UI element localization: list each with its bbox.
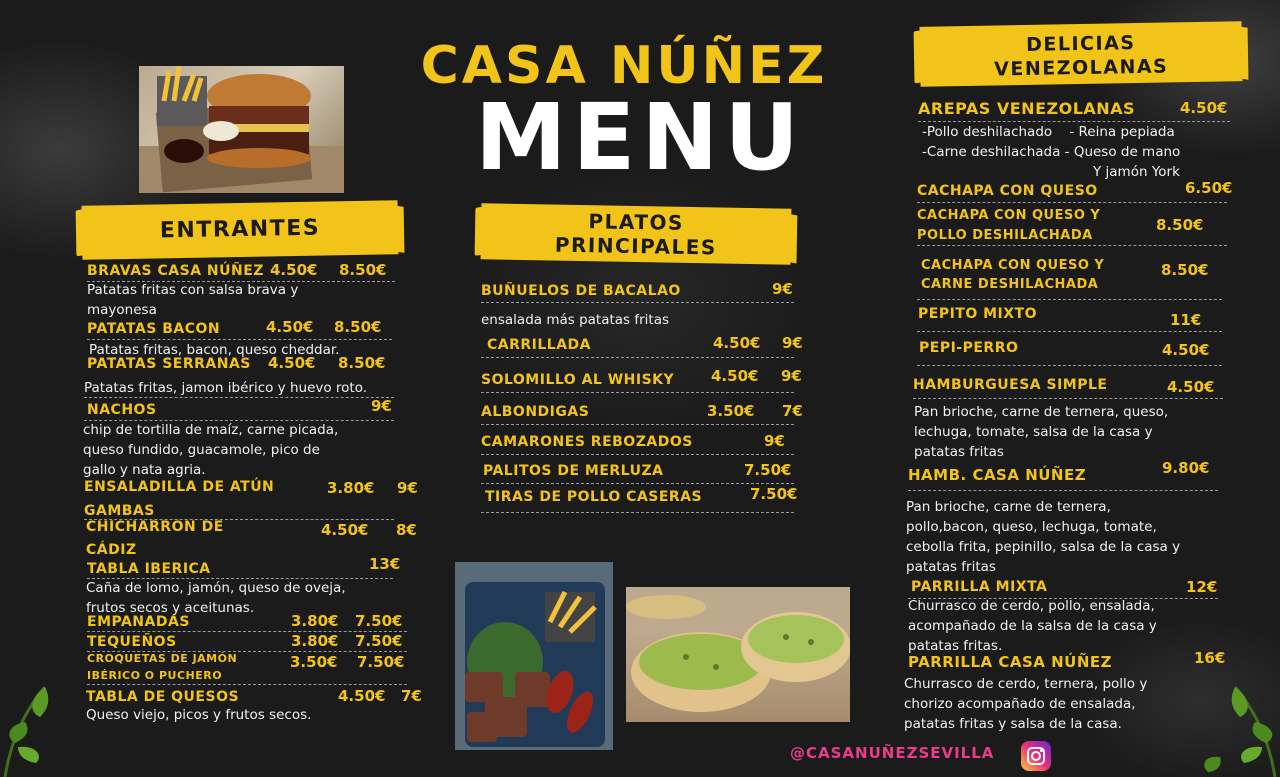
divider [87,684,407,685]
price-tequenos-1: 3.80€ [291,632,339,650]
price-croquetas-2: 7.50€ [357,653,405,671]
divider [917,202,1227,203]
item-patatas-bacon: PATATAS BACON [87,321,221,337]
item-hamb-casa: HAMB. CASA NÚÑEZ [908,466,1087,484]
item-bravas: BRAVAS CASA NÚÑEZ [87,263,264,279]
desc-nachos-2: queso fundido, guacamole, pico de [83,442,320,458]
desc-hamburguesa-1: Pan brioche, carne de ternera, queso, [914,404,1169,420]
item-croquetas-2: IBÉRICO O PUCHERO [87,669,223,682]
arepas-illustration [626,587,850,722]
item-patatas-serranas: PATATAS SERRANAS [87,356,251,372]
item-hamburguesa: HAMBURGUESA SIMPLE [913,377,1108,393]
burger-illustration [139,66,344,193]
item-chicharron-2: CÁDIZ [86,542,137,558]
price-bravas-2: 8.50€ [339,261,387,279]
item-ensaladilla: ENSALADILLA DE ATÚN [84,479,275,495]
parrilla-photo [455,562,613,750]
price-camarones: 9€ [764,432,785,450]
price-serranas-2: 8.50€ [338,354,386,372]
divider [481,424,794,425]
item-carrillada: CARRILLADA [487,337,592,353]
price-cachapa-pollo: 8.50€ [1156,216,1204,234]
desc-bunuelos: ensalada más patatas fritas [481,312,670,328]
price-solomillo-2: 9€ [781,367,802,385]
price-hamburguesa: 4.50€ [1167,378,1215,396]
brand-title: CASA NÚÑEZ [420,36,828,96]
price-albondigas-2: 7€ [782,402,803,420]
desc-bravas-1: Patatas fritas con salsa brava y [87,282,299,298]
item-cachapa-carne-2: CARNE DESHILACHADA [921,277,1099,292]
item-arepas: AREPAS VENEZOLANAS [918,99,1136,118]
item-parrilla-casa: PARRILLA CASA NÚÑEZ [908,653,1113,671]
divider [913,398,1223,399]
burger-photo [139,66,344,193]
divider [84,397,394,398]
price-bravas-1: 4.50€ [270,261,318,279]
arepas-photo [626,587,850,722]
price-solomillo-1: 4.50€ [711,367,759,385]
desc-hamburguesa-2: lechuga, tomate, salsa de la casa y [914,424,1153,440]
desc-parrilla-mixta-2: acompañado de la salsa de la casa y [908,618,1157,634]
desc-arepas-1: -Pollo deshilachado - Reina pepiada [922,124,1175,140]
desc-parrilla-casa-2: chorizo acompañado de ensalada, [904,696,1136,712]
price-nachos: 9€ [371,397,392,415]
price-bacon-2: 8.50€ [334,318,382,336]
price-chicharron-2: 8€ [396,521,417,539]
item-pepi-perro: PEPI-PERRO [919,340,1019,356]
item-cachapa-carne-1: CACHAPA CON QUESO Y [921,258,1105,273]
desc-serranas: Patatas fritas, jamon ibérico y huevo roto. [84,380,368,396]
item-cachapa-pollo-2: POLLO DESHILACHADA [917,228,1093,243]
price-tequenos-2: 7.50€ [355,632,403,650]
item-pepito: PEPITO MIXTO [918,306,1038,322]
price-carrillada-2: 9€ [782,334,803,352]
item-camarones: CAMARONES REBOZADOS [481,434,693,450]
price-tabla-iberica: 13€ [369,555,401,573]
price-hamb-casa: 9.80€ [1162,459,1210,477]
item-tabla-iberica: TABLA IBERICA [87,561,211,577]
desc-hamb-casa-2: pollo,bacon, queso, lechuga, tomate, [906,519,1157,535]
section-title-delicias-2: VENEZOLANAS [994,55,1169,81]
section-title-principales-2: PRINCIPALES [554,232,717,260]
price-serranas-1: 4.50€ [268,354,316,372]
price-quesos-1: 4.50€ [338,687,386,705]
item-solomillo: SOLOMILLO AL WHISKY [481,372,675,388]
desc-parrilla-mixta-3: patatas fritas. [908,638,1003,654]
instagram-icon[interactable] [1021,741,1051,771]
item-tequenos: TEQUEÑOS [87,634,177,650]
divider [908,490,1218,491]
price-ensaladilla-2: 9€ [397,479,418,497]
price-cachapa: 6.50€ [1185,179,1233,197]
price-chicharron-1: 4.50€ [321,521,369,539]
price-palitos: 7.50€ [744,461,792,479]
price-cachapa-carne: 8.50€ [1161,261,1209,279]
desc-hamb-casa-4: patatas fritas [906,559,996,575]
section-banner-entrantes [82,200,399,260]
divider [481,357,794,358]
desc-nachos-3: gallo y nata agria. [83,462,206,478]
price-quesos-2: 7€ [401,687,422,705]
desc-parrilla-casa-3: patatas fritas y salsa de la casa. [904,716,1122,732]
price-pepito: 11€ [1170,311,1202,329]
section-title-delicias-1: DELICIAS [1025,32,1136,56]
desc-parrilla-mixta-1: Churrasco de cerdo, pollo, ensalada, [908,598,1155,614]
divider [481,483,794,484]
divider [917,331,1222,332]
section-banner-principales [481,203,792,264]
desc-arepas-3: Y jamón York [1093,164,1180,180]
price-bunuelos: 9€ [772,280,793,298]
leaf-left-icon [0,677,60,777]
item-gambas: GAMBAS [84,503,155,519]
price-albondigas-1: 3.50€ [707,402,755,420]
parrilla-illustration [455,562,613,750]
divider [917,245,1227,246]
item-tabla-quesos: TABLA DE QUESOS [86,689,240,705]
item-albondigas: ALBONDIGAS [481,404,590,420]
price-bacon-1: 4.50€ [266,318,314,336]
price-pepi-perro: 4.50€ [1162,341,1210,359]
price-parrilla-casa: 16€ [1194,649,1226,667]
desc-bacon: Patatas fritas, bacon, queso cheddar. [89,342,340,358]
item-empanadas: EMPANADAS [87,614,190,630]
section-banner-delicias [920,21,1243,87]
desc-nachos-1: chip de tortilla de maíz, carne picada, [83,422,339,438]
divider [481,302,794,303]
brand-subtitle: MENU [474,84,806,191]
price-empanadas-2: 7.50€ [355,612,403,630]
section-title-principales-1: PLATOS [588,209,685,235]
divider [481,392,794,393]
desc-iberica-2: frutos secos y aceitunas. [86,600,255,616]
desc-hamb-casa-1: Pan brioche, carne de ternera, [906,499,1111,515]
divider [917,365,1222,366]
price-parrilla-mixta: 12€ [1186,578,1218,596]
item-tiras: TIRAS DE POLLO CASERAS [485,489,703,505]
desc-arepas-2: -Carne deshilachada - Queso de mano [922,144,1181,160]
price-ensaladilla-1: 3.80€ [327,479,375,497]
divider [481,512,794,513]
section-title-entrantes: ENTRANTES [159,215,321,244]
social-handle[interactable]: @CASANUÑEZSEVILLA [790,744,995,762]
item-croquetas-1: CROQUETAS DE JAMÓN [87,652,238,665]
divider [917,299,1222,300]
desc-parrilla-casa-1: Churrasco de cerdo, ternera, pollo y [904,676,1148,692]
divider [481,454,794,455]
price-arepas: 4.50€ [1180,99,1228,117]
desc-hamb-casa-3: cebolla frita, pepinillo, salsa de la casa y [906,539,1181,555]
desc-bravas-2: mayonesa [87,302,157,318]
item-cachapa-pollo-1: CACHAPA CON QUESO Y [917,208,1101,223]
desc-quesos: Queso viejo, picos y frutos secos. [86,707,312,723]
item-palitos: PALITOS DE MERLUZA [483,463,664,479]
item-chicharron-1: CHICHARRON DE [86,519,224,535]
item-nachos: NACHOS [87,402,157,418]
item-cachapa: CACHAPA CON QUESO [917,183,1098,199]
item-bunuelos: BUÑUELOS DE BACALAO [481,283,681,299]
price-carrillada-1: 4.50€ [713,334,761,352]
desc-hamburguesa-3: patatas fritas [914,444,1004,460]
price-tiras: 7.50€ [750,485,798,503]
leaf-right-icon [1200,677,1280,777]
item-parrilla-mixta: PARRILLA MIXTA [911,579,1048,595]
price-croquetas-1: 3.50€ [290,653,338,671]
desc-iberica-1: Caña de lomo, jamón, queso de oveja, [86,580,346,596]
price-empanadas-1: 3.80€ [291,612,339,630]
